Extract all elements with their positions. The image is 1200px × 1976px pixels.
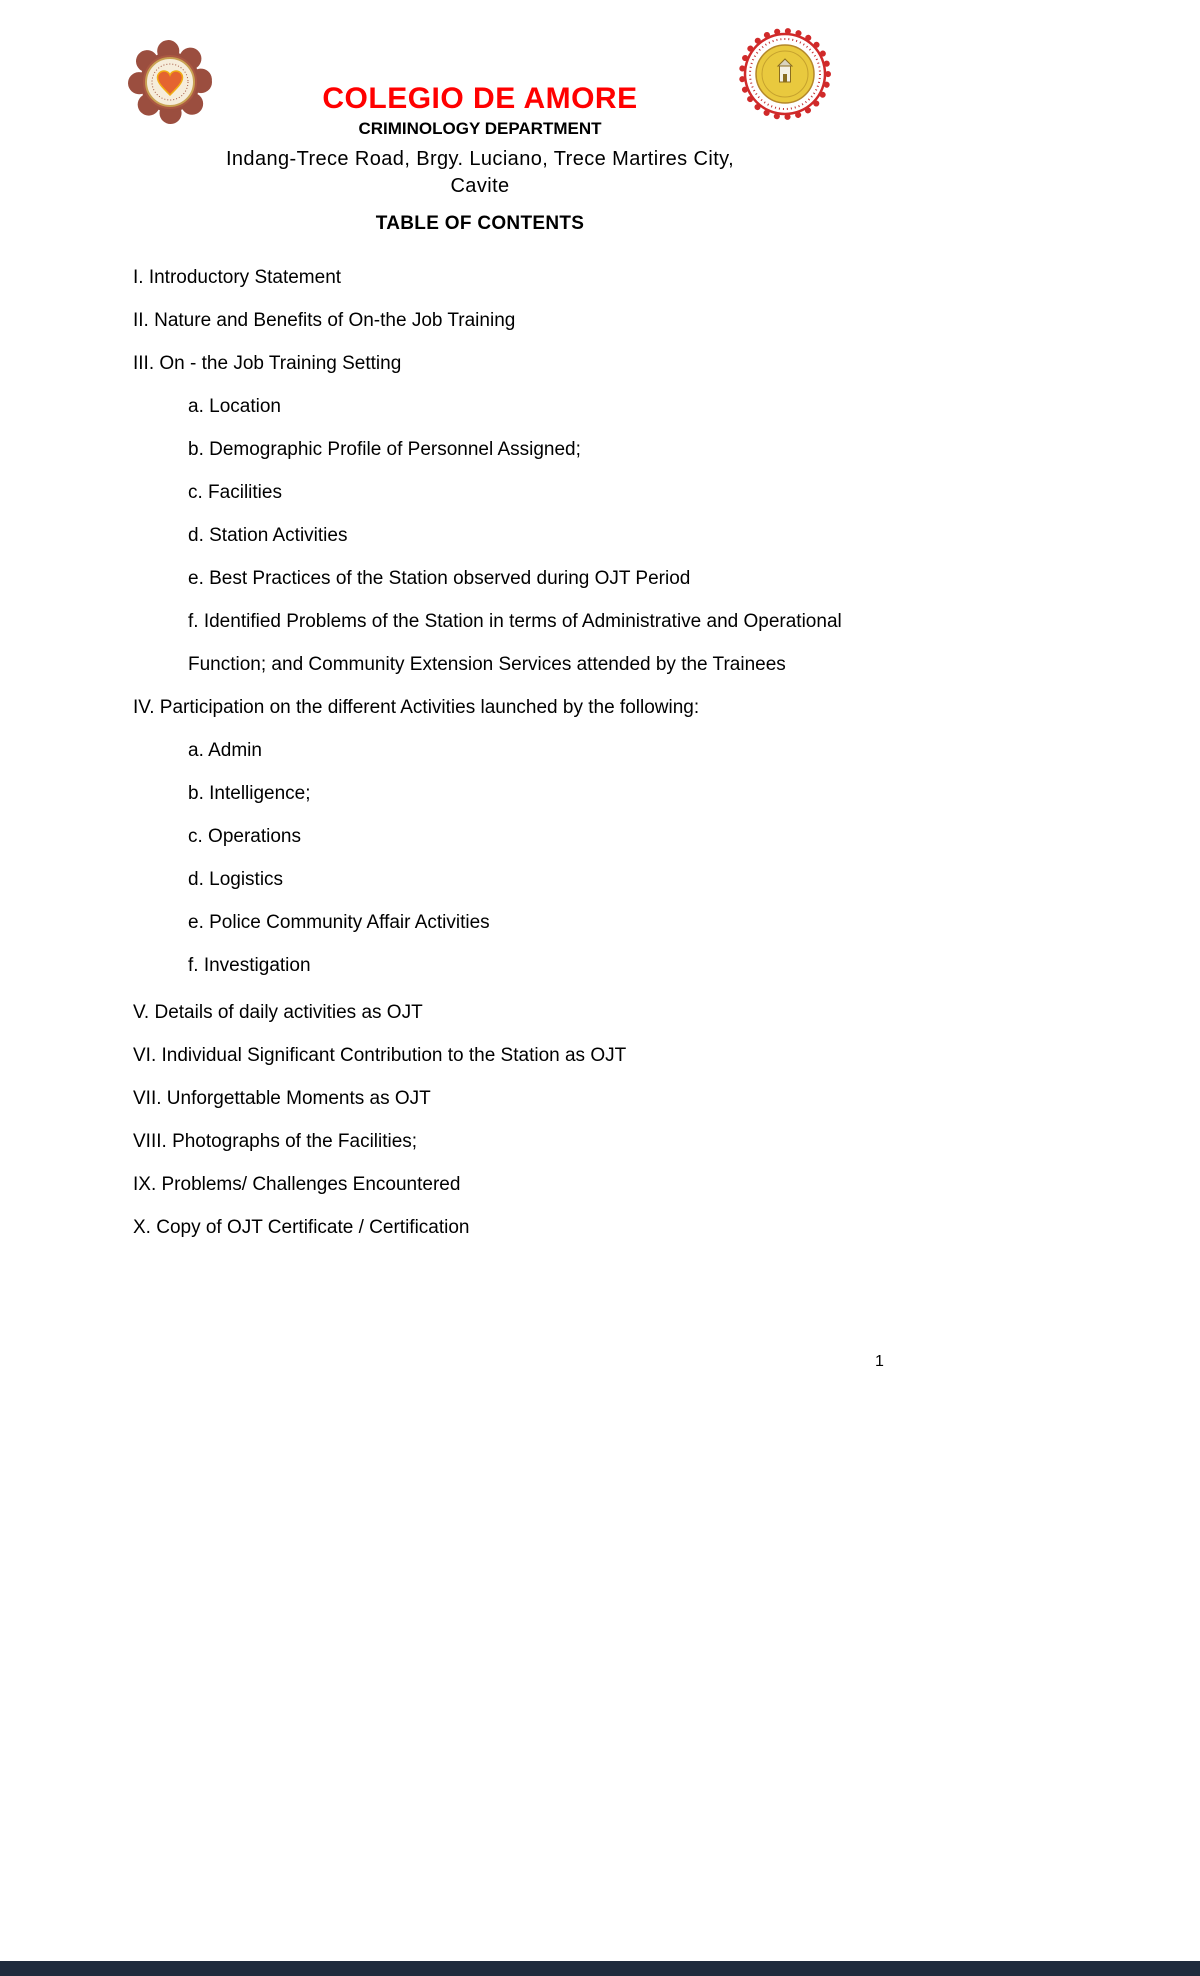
school-name: COLEGIO DE AMORE: [322, 82, 638, 115]
toc-subitem: a. Admin: [188, 740, 262, 761]
address-line-1: Indang-Trece Road, Brgy. Luciano, Trece Martires City,: [225, 148, 735, 170]
toc-item: VI. Individual Significant Contribution to the Station as OJT: [133, 1045, 627, 1066]
toc-subitem: d. Station Activities: [188, 525, 348, 546]
toc-subitem: c. Facilities: [188, 482, 282, 503]
toc-item: I. Introductory Statement: [133, 267, 342, 288]
school-address: [0, 146, 960, 200]
address-line-2: Cavite: [450, 175, 510, 197]
toc-subitem-continuation: Function; and Community Extension Services attended by the Trainees: [188, 654, 786, 675]
toc-subitem: c. Operations: [188, 826, 301, 847]
table-of-contents: [133, 266, 893, 1259]
toc-item: V. Details of daily activities as OJT: [133, 1002, 423, 1023]
toc-item: VII. Unforgettable Moments as OJT: [133, 1088, 431, 1109]
toc-item: X. Copy of OJT Certificate / Certification: [133, 1217, 470, 1238]
toc-subitem: a. Location: [188, 396, 281, 417]
toc-item: III. On - the Job Training Setting: [133, 353, 402, 374]
department-name: CRIMINOLOGY DEPARTMENT: [358, 119, 602, 138]
toc-subitem: f. Identified Problems of the Station in terms of Administrative and Operational: [188, 611, 842, 632]
page-title: TABLE OF CONTENTS: [375, 213, 585, 234]
toc-item: IX. Problems/ Challenges Encountered: [133, 1174, 461, 1195]
toc-subitem: e. Best Practices of the Station observed during OJT Period: [188, 568, 691, 589]
toc-item: II. Nature and Benefits of On-the Job Training: [133, 310, 516, 331]
toc-subitem: e. Police Community Affair Activities: [188, 912, 490, 933]
toc-item: IV. Participation on the different Activities launched by the following:: [133, 697, 700, 718]
viewer-bottom-bar: [0, 1961, 1200, 1976]
toc-subitem: b. Intelligence;: [188, 783, 311, 804]
toc-subitem: d. Logistics: [188, 869, 284, 890]
toc-subitem: f. Investigation: [188, 955, 311, 976]
toc-subitem: b. Demographic Profile of Personnel Assigned;: [188, 439, 581, 460]
toc-item: VIII. Photographs of the Facilities;: [133, 1131, 418, 1152]
page-number: 1: [875, 1353, 884, 1370]
letterhead: [0, 83, 960, 235]
